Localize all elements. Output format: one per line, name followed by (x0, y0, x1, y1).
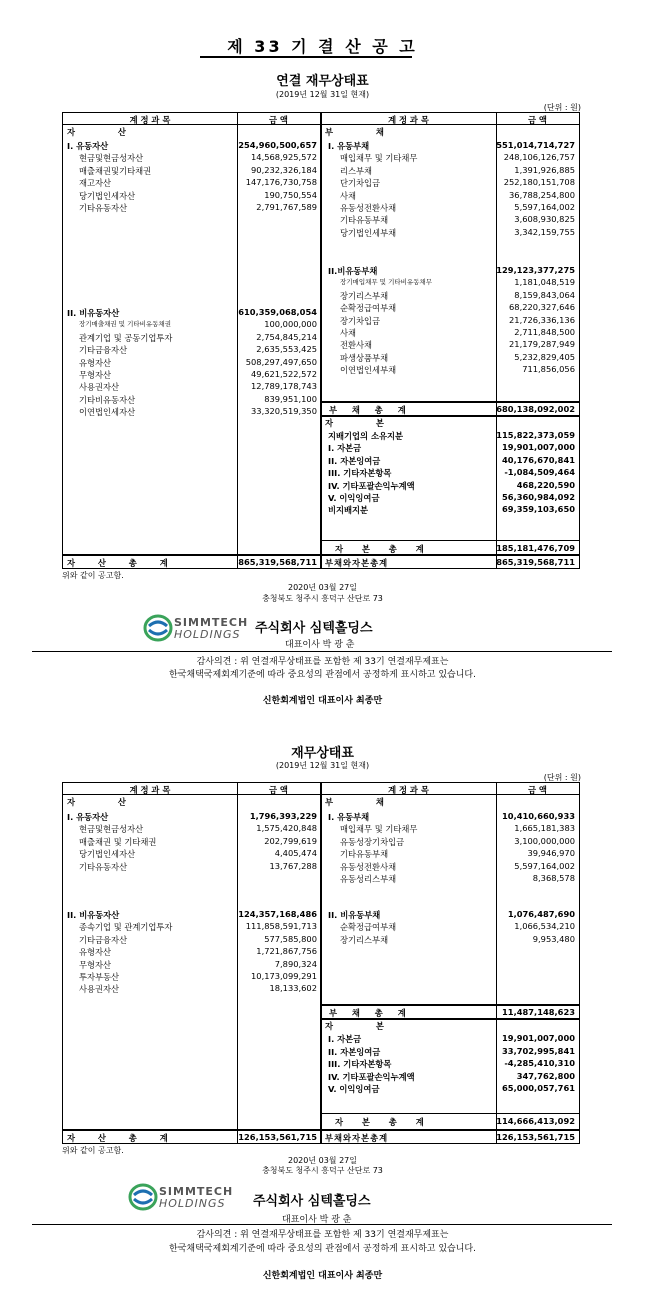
company-name-2: 주식회사 심텍홀딩스 (253, 1194, 371, 1209)
grand-total-rule (63, 554, 579, 556)
account-label: III. 기타자본항목 (328, 1059, 392, 1070)
account-amount: 190,750,554 (264, 189, 317, 200)
account-amount: 19,901,007,000 (502, 1033, 575, 1043)
account-amount: 1,575,420,848 (256, 823, 317, 834)
account-label: 관계기업 및 공동기업투자 (79, 332, 173, 343)
account-amount: 69,359,103,650 (502, 504, 575, 515)
consolidated-balance-table (62, 112, 580, 569)
account-label: V. 이익잉여금 (328, 1084, 380, 1095)
account-amount: 1,391,926,885 (514, 164, 575, 175)
header-amount-right: 금 액 (528, 785, 547, 795)
account-amount: 2,754,845,214 (256, 331, 317, 342)
account-amount: 254,960,500,657 (238, 140, 317, 150)
account-label: II. 자본잉여금 (328, 1046, 381, 1057)
logo-mark-icon (128, 1183, 158, 1211)
total-equity-label: 자 본 총 계 (335, 1117, 432, 1127)
account-amount: 9,953,480 (532, 933, 575, 944)
account-label: 당기법인세자산 (79, 849, 136, 860)
account-amount: 551,014,714,727 (496, 140, 575, 150)
account-label: 리스부채 (340, 165, 373, 176)
total-liabilities-label: 부 채 총 계 (329, 1008, 412, 1018)
title-underline (200, 56, 412, 58)
account-label: 기타유동부채 (340, 215, 389, 226)
auditor-signature-2: 신한회계법인 대표이사 최종만 (262, 1271, 383, 1281)
account-amount: 1,076,487,690 (507, 909, 575, 919)
account-label: 사채 (340, 190, 357, 201)
account-label: 장기리스부채 (340, 290, 389, 301)
account-label: 매출채권 및 기타채권 (79, 836, 157, 847)
account-amount: 49,621,522,572 (251, 369, 317, 379)
header-account-left: 계 정 과 목 (129, 115, 171, 125)
account-label: 이연법인세자산 (79, 407, 136, 418)
account-label: 당기법인세부채 (340, 227, 397, 238)
footer-divider-2 (32, 1224, 612, 1225)
account-amount: 124,357,168,486 (238, 909, 317, 919)
account-label: I. 자본금 (328, 443, 362, 454)
account-amount: 5,597,164,002 (514, 202, 575, 212)
account-label: 유형자산 (79, 357, 112, 368)
account-amount: 129,123,377,275 (496, 265, 575, 275)
account-amount: 248,106,126,757 (503, 152, 575, 163)
account-amount: 14,568,925,572 (251, 152, 317, 163)
account-amount: 90,232,326,184 (251, 164, 317, 175)
account-amount: 3,608,930,825 (514, 214, 575, 225)
account-label: 기타금융자산 (79, 934, 128, 945)
grand-total-rule (63, 1129, 579, 1131)
account-label: V. 이익잉여금 (328, 493, 380, 503)
account-amount: 2,635,553,425 (256, 344, 317, 355)
account-amount: 65,000,057,761 (502, 1083, 575, 1094)
account-label: 기타금융자산 (79, 345, 128, 356)
total-liabilities-value: 11,487,148,623 (502, 1007, 575, 1017)
audit-opinion-1: 감사의견 : 위 연결재무상태표를 포함한 제 33기 연결재무제표는 (196, 657, 449, 667)
account-label: 장기리스부채 (340, 934, 389, 945)
account-amount: 40,176,670,841 (502, 454, 575, 465)
account-label: 파생상품부채 (340, 352, 389, 363)
account-label: 순확정급여부채 (340, 922, 397, 933)
total-equity-value: 185,181,476,709 (496, 543, 575, 553)
account-amount: 39,946,970 (527, 848, 575, 859)
account-label: 장기매출채권 및 기타비유동채권 (79, 320, 172, 329)
auditor-signature: 신한회계법인 대표이사 최종만 (262, 696, 383, 706)
account-label: 당기법인세자산 (79, 190, 136, 201)
total-assets-value: 126,153,561,715 (238, 1132, 317, 1142)
header-rule (63, 124, 579, 125)
account-label: I. 유동자산 (67, 812, 109, 822)
account-label: 비지배지분 (328, 505, 369, 516)
account-label: IV. 기타포괄손익누계액 (328, 1071, 415, 1082)
account-label: 사채 (340, 328, 357, 338)
account-amount: -1,084,509,464 (504, 467, 575, 478)
account-amount: 19,901,007,000 (502, 442, 575, 453)
notice-text: 위와 같이 공고함. (62, 571, 124, 580)
account-label: 기타유동자산 (79, 203, 128, 213)
account-label: IV. 기타포괄손익누계액 (328, 480, 415, 491)
account-amount: 100,000,000 (264, 319, 317, 330)
account-amount: 36,788,254,800 (509, 189, 575, 200)
total-liab-equity-label: 부채와자본총계 (325, 558, 389, 568)
account-label: II. 자본잉여금 (328, 455, 381, 466)
logo-text-2: HOLDINGS (174, 628, 241, 641)
company-address: 충청북도 청주시 흥덕구 산단로 73 (262, 594, 383, 603)
account-amount: 202,799,619 (264, 835, 317, 846)
equity-total-rule (321, 540, 579, 541)
notice-title: 제 33 기 결 산 공 고 (227, 37, 418, 56)
account-label: 매출채권및기타채권 (79, 165, 152, 176)
footer-divider (32, 651, 612, 652)
account-label: III. 기타자본항목 (328, 468, 392, 479)
equity-total-rule (321, 1113, 579, 1114)
col-divider (237, 113, 238, 568)
account-amount: 13,767,288 (269, 860, 317, 871)
account-amount: 56,360,984,092 (502, 492, 575, 502)
account-amount: 3,100,000,000 (514, 835, 575, 846)
account-label: I. 유동자산 (67, 141, 109, 151)
consolidated-unit: (단위 : 원) (543, 103, 581, 112)
account-amount: 33,320,519,350 (251, 406, 317, 417)
logo-text-1: SIMMTECH (174, 616, 249, 629)
account-amount: 3,342,159,755 (514, 226, 575, 237)
account-label: 장기차입금 (340, 315, 381, 326)
account-amount: 2,711,848,500 (514, 327, 575, 337)
total-liabilities-label: 부 채 총 계 (329, 405, 412, 415)
header-amount-left: 금 액 (269, 115, 288, 125)
account-amount: 508,297,497,650 (245, 356, 317, 367)
account-amount: 12,789,178,743 (251, 381, 317, 392)
account-amount: 1,721,867,756 (256, 946, 317, 957)
separate-title: 재무상태표 (291, 746, 354, 761)
account-amount: 10,173,099,291 (251, 971, 317, 981)
account-amount: 115,822,373,059 (496, 430, 575, 440)
notice-text-2: 위와 같이 공고함. (62, 1146, 124, 1155)
account-amount: 8,368,578 (532, 873, 575, 883)
account-label: 무형자산 (79, 959, 112, 970)
col-divider (320, 113, 322, 568)
col-divider (496, 113, 497, 568)
account-amount: 1,066,534,210 (514, 921, 575, 932)
logo-text-1: SIMMTECH (159, 1185, 234, 1198)
account-label: 유동성장기차입금 (340, 836, 405, 847)
account-label: 유동성전환사채 (340, 861, 397, 872)
account-amount: 468,220,590 (516, 479, 575, 490)
account-label: 무형자산 (79, 370, 112, 380)
account-label: 기타유동부채 (340, 849, 389, 860)
ceo-name: 대표이사 박 광 춘 (285, 640, 355, 650)
account-label: 현금및현금성자산 (79, 824, 144, 835)
account-amount: 7,890,324 (274, 958, 317, 969)
simmtech-logo-2 (128, 1183, 238, 1215)
account-label: 장기매입채무 및 기타비유동채무 (340, 278, 433, 287)
account-label: 종속기업 및 관계기업투자 (79, 922, 173, 933)
account-label: 지배기업의 소유지분 (328, 431, 404, 441)
audit-opinion-2: 한국채택국제회계기준에 따라 중요성의 관점에서 공정하게 표시하고 있습니다. (169, 670, 476, 680)
total-assets-label: 자 산 총 계 (67, 1133, 178, 1143)
account-amount: 8,159,843,064 (514, 289, 575, 300)
consolidated-title: 연결 재무상태표 (276, 74, 369, 89)
consolidated-date: (2019년 12월 31일 현재) (275, 90, 370, 99)
account-amount: 21,179,287,949 (509, 339, 575, 350)
total-liab-equity-label: 부채와자본총계 (325, 1133, 389, 1143)
account-label: 매입채무 및 기타채무 (340, 153, 418, 164)
total-assets-value: 865,319,568,711 (238, 557, 317, 567)
account-label: 기타비유동자산 (79, 394, 136, 405)
account-label: 유형자산 (79, 947, 112, 958)
account-amount: 5,597,164,002 (514, 860, 575, 871)
account-amount: 111,858,591,713 (245, 921, 317, 932)
account-label: 유동성리스부채 (340, 874, 397, 884)
total-assets-label: 자 산 총 계 (67, 558, 178, 568)
audit-opinion-1b: 감사의견 : 위 연결재무상태표를 포함한 제 33기 연결재무제표는 (196, 1230, 449, 1240)
simmtech-logo (143, 614, 249, 644)
assets-section-label: 자 산 (67, 797, 146, 807)
header-amount-left: 금 액 (269, 785, 288, 795)
account-amount: 147,176,730,758 (245, 177, 317, 188)
liab-section-label: 부 채 (325, 797, 404, 807)
header-account-left: 계 정 과 목 (129, 785, 171, 795)
company-address-2: 충청북도 청주시 흥덕구 산단로 73 (262, 1166, 383, 1175)
ceo-name-2: 대표이사 박 광 춘 (282, 1215, 352, 1225)
account-amount: 252,180,151,708 (503, 177, 575, 188)
account-label: 유동성전환사채 (340, 203, 397, 213)
account-label: I. 자본금 (328, 1034, 362, 1044)
account-label: II. 비유동부채 (328, 910, 381, 920)
account-label: 순확정급여부채 (340, 303, 397, 314)
account-amount: 21,726,336,136 (509, 314, 575, 325)
account-amount: 4,405,474 (274, 848, 317, 859)
account-amount: 2,791,767,589 (256, 202, 317, 212)
account-amount: 5,232,829,405 (514, 351, 575, 362)
account-label: 사용권자산 (79, 984, 120, 995)
account-label: 재고자산 (79, 178, 112, 189)
account-label: II.비유동부채 (328, 266, 378, 276)
account-label: 현금및현금성자산 (79, 153, 144, 164)
col-divider (496, 783, 497, 1143)
total-liab-equity-value: 865,319,568,711 (496, 557, 575, 567)
account-amount: 33,702,995,841 (502, 1045, 575, 1056)
audit-opinion-2b: 한국채택국제회계기준에 따라 중요성의 관점에서 공정하게 표시하고 있습니다. (169, 1244, 476, 1254)
account-label: 기타유동자산 (79, 861, 128, 872)
account-amount: 1,665,181,383 (514, 823, 575, 834)
account-amount: 711,856,056 (522, 364, 575, 375)
total-liab-equity-value: 126,153,561,715 (496, 1132, 575, 1142)
account-amount: 1,796,393,229 (249, 811, 317, 821)
company-name: 주식회사 심텍홀딩스 (255, 621, 373, 636)
account-label: I. 유동부채 (328, 141, 370, 151)
account-amount: 10,410,660,933 (502, 811, 575, 821)
assets-section-label: 자 산 (67, 127, 146, 137)
liab-section-label: 부 채 (325, 127, 404, 137)
account-label: 투자부동산 (79, 972, 120, 982)
equity-section-label: 자 본 (325, 418, 404, 428)
account-label: 단기차입금 (340, 178, 381, 189)
notice-date: 2020년 03월 27일 (288, 583, 357, 592)
header-account-right: 계 정 과 목 (388, 115, 429, 125)
notice-date-2: 2020년 03월 27일 (288, 1156, 357, 1165)
header-amount-right: 금 액 (528, 115, 547, 125)
total-equity-value: 114,666,413,092 (496, 1116, 575, 1126)
account-amount: 610,359,068,054 (238, 307, 317, 317)
account-label: 사용권자산 (79, 382, 120, 393)
separate-balance-table (62, 782, 580, 1144)
account-label: II. 비유동자산 (67, 308, 120, 318)
logo-text-2: HOLDINGS (159, 1197, 226, 1210)
liab-total-rule (321, 401, 579, 403)
account-label: 매입채무 및 기타채무 (340, 824, 418, 835)
logo-mark-icon (143, 614, 173, 642)
account-amount: 18,133,602 (269, 983, 317, 994)
account-label: I. 유동부채 (328, 812, 370, 822)
account-label: 전환사채 (340, 340, 373, 351)
col-divider (237, 783, 238, 1143)
account-amount: 839,951,100 (264, 393, 317, 404)
account-amount: 68,220,327,646 (509, 302, 575, 313)
separate-unit: (단위 : 원) (543, 773, 581, 782)
account-amount: 577,585,800 (264, 933, 317, 944)
account-amount: -4,285,410,310 (504, 1058, 575, 1069)
equity-section-label: 자 본 (325, 1021, 404, 1031)
col-divider (320, 783, 322, 1143)
total-equity-label: 자 본 총 계 (335, 544, 432, 554)
total-liabilities-value: 680,138,092,002 (496, 404, 575, 414)
separate-date: (2019년 12월 31일 현재) (275, 761, 370, 770)
account-label: II. 비유동자산 (67, 910, 120, 920)
account-amount: 1,181,048,519 (514, 277, 575, 288)
account-label: 이연법인세부채 (340, 365, 397, 376)
header-rule (63, 794, 579, 795)
liab-total-rule (321, 1004, 579, 1006)
account-amount: 347,762,800 (516, 1070, 575, 1081)
header-account-right: 계 정 과 목 (388, 785, 429, 795)
